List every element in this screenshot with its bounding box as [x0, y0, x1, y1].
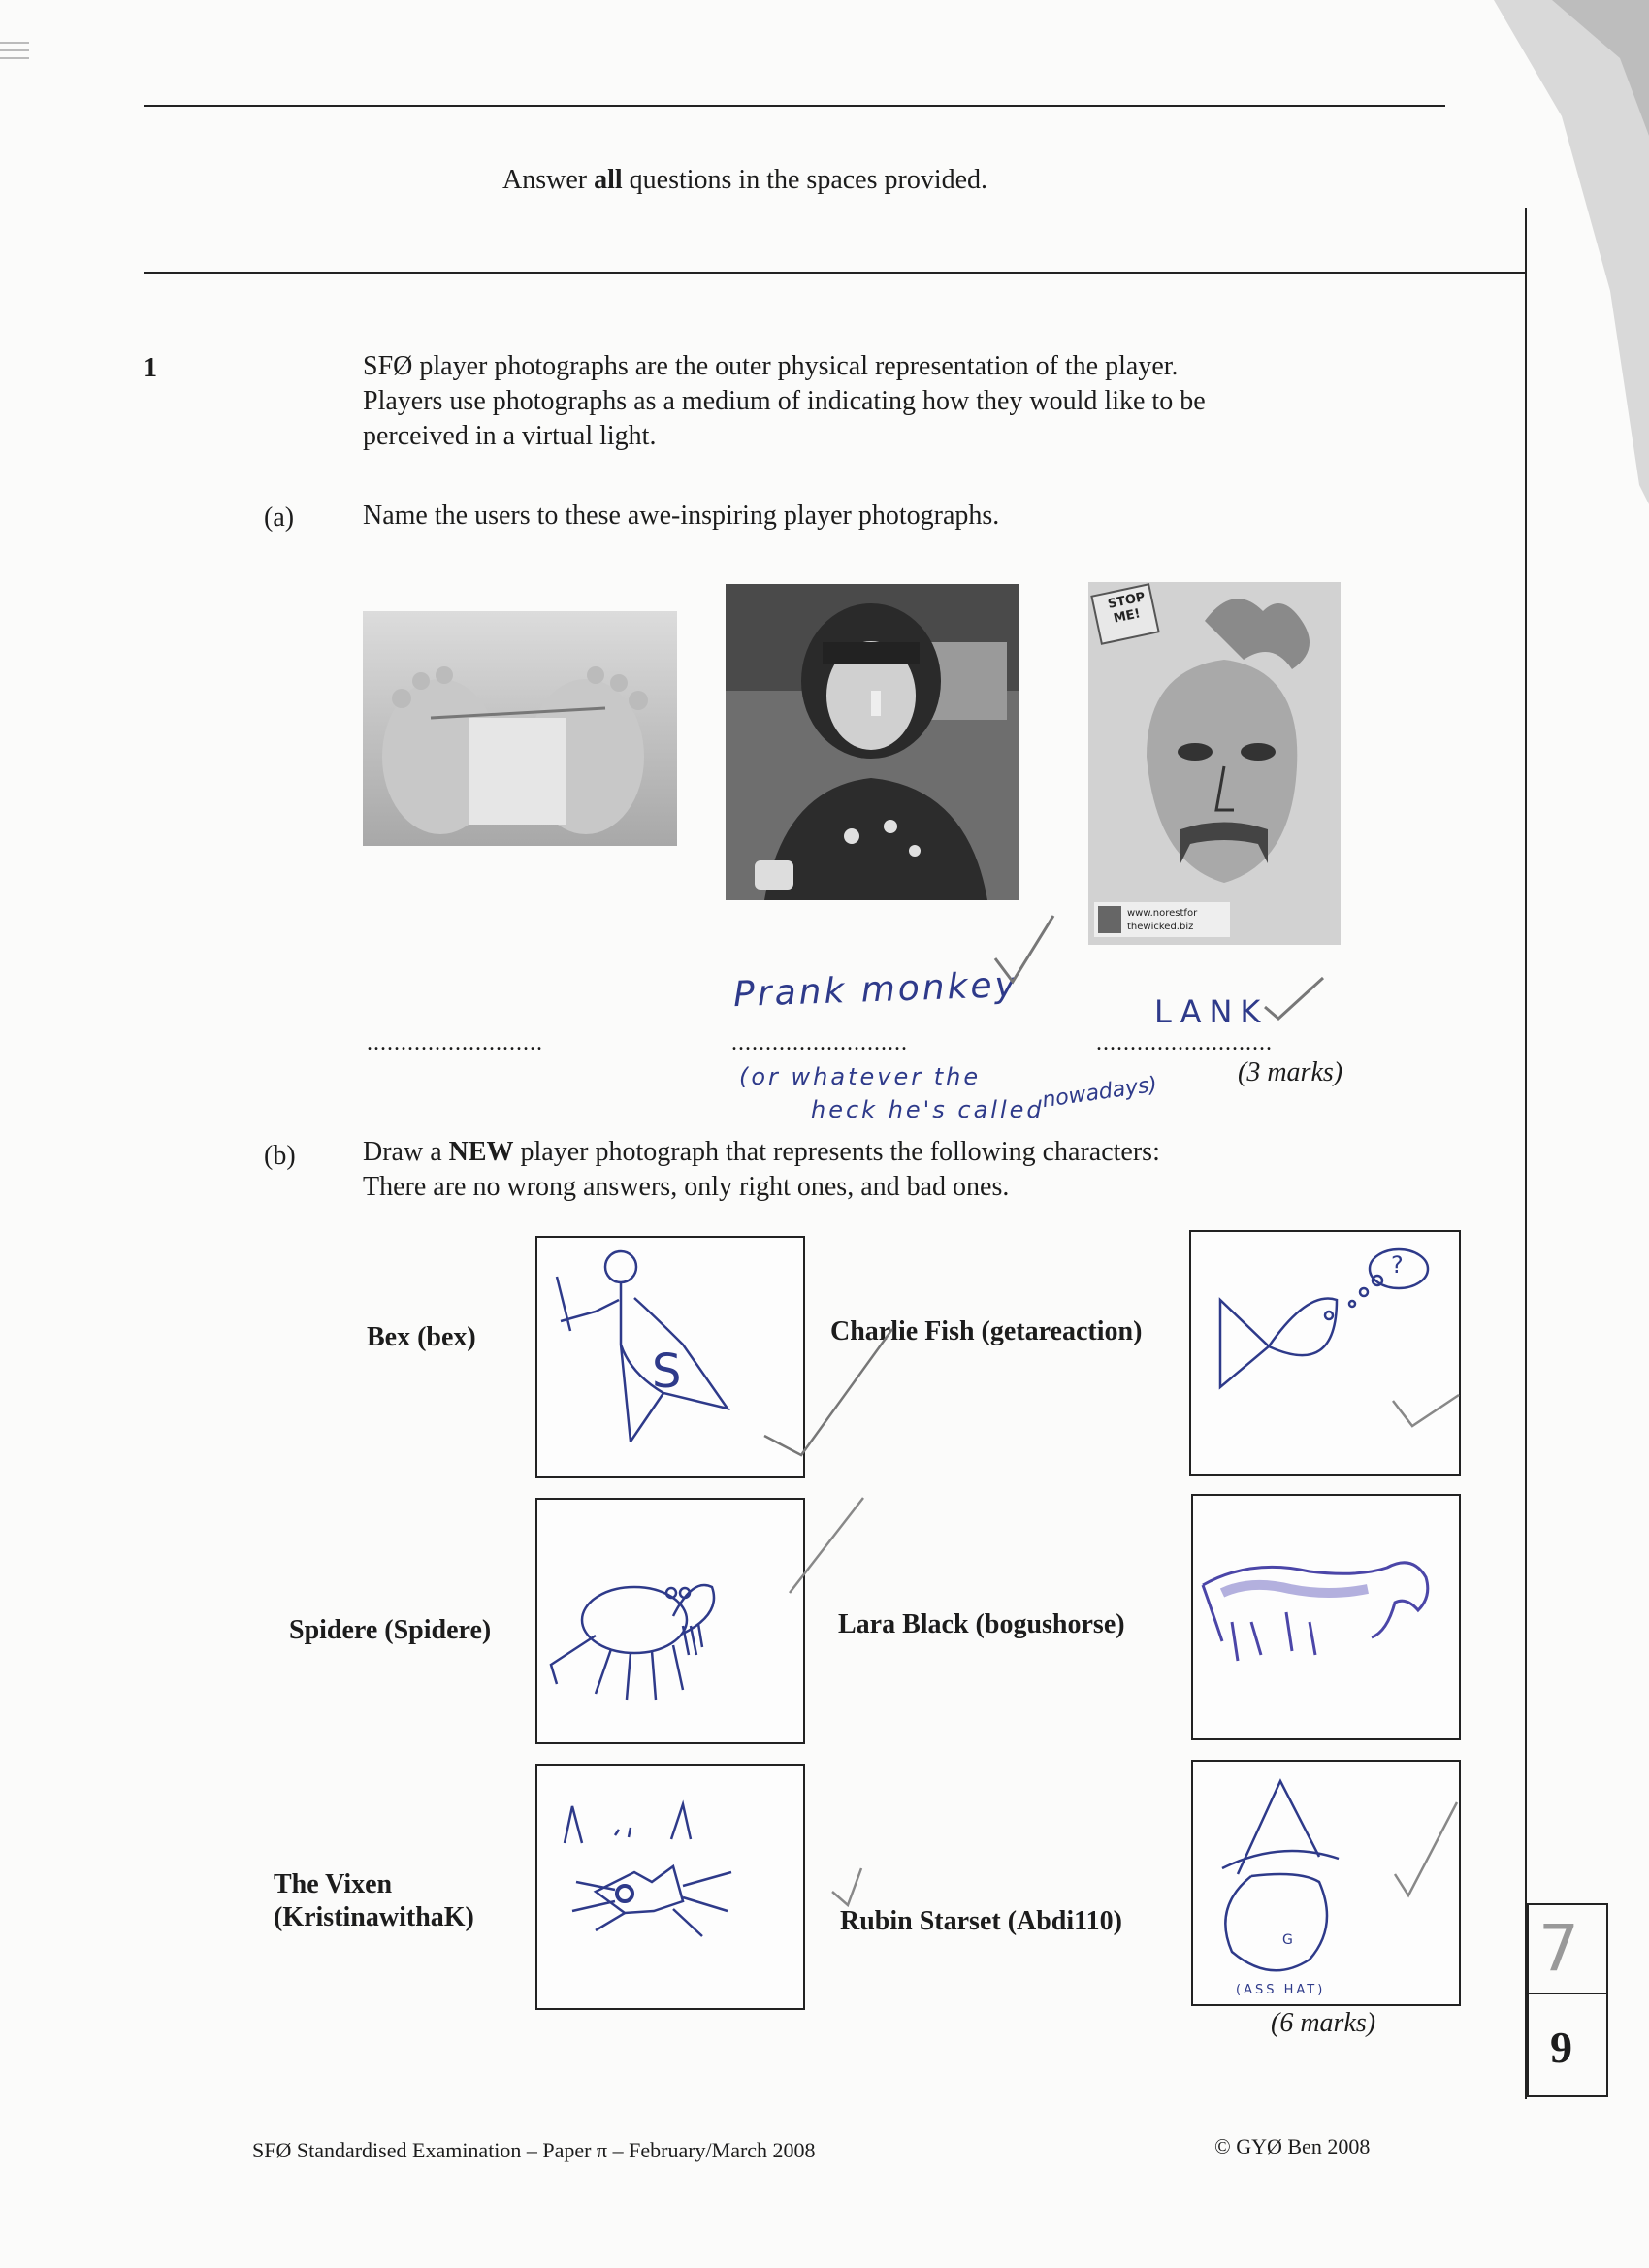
folded-corner — [1494, 0, 1649, 504]
score-total-box — [1527, 1993, 1608, 2097]
vixen-line-1: The Vixen — [274, 1869, 393, 1899]
intro-line-1: SFØ player photographs are the outer physical representation of the player. — [363, 351, 1179, 381]
instruction-bold: all — [594, 165, 623, 195]
photo-sign-line-1: STOP — [1106, 590, 1147, 612]
score-total: 9 — [1550, 2023, 1572, 2072]
part-b-label: (b) — [264, 1141, 296, 1171]
tick-bex — [757, 1310, 902, 1465]
tick-spidere — [786, 1494, 873, 1601]
character-label-lara-black: Lara Black (bogushorse) — [838, 1609, 1125, 1639]
part-b-marks: (6 marks) — [1271, 2008, 1376, 2038]
footer-right: © GYØ Ben 2008 — [1214, 2134, 1371, 2158]
answer-2-note-line-1: (or whatever the — [739, 1063, 982, 1090]
answer-1-dotted-line[interactable]: .......................... — [367, 1030, 543, 1055]
rubin-drawing-mark: G — [1282, 1932, 1293, 1948]
header-bottom-rule — [144, 272, 1527, 274]
question-intro — [363, 349, 1488, 454]
question-number: 1 — [144, 353, 157, 383]
part-b-prompt-suffix: player photograph that represents the following characters: — [513, 1137, 1160, 1167]
part-b-prompt-bold: NEW — [448, 1137, 514, 1167]
answer-2-note-line-2: heck he's called — [811, 1096, 1045, 1123]
player-photo-person — [726, 584, 1018, 900]
bex-drawing-letter: S — [652, 1345, 682, 1399]
tick-answer-3 — [1261, 974, 1329, 1022]
answer-2-handwritten: Prank monkey — [732, 964, 1019, 1016]
part-b-prompt-prefix: Draw a — [363, 1137, 449, 1167]
player-photo-feet — [363, 611, 677, 846]
part-a-prompt: Name the users to these awe-inspiring player photographs. — [363, 501, 1000, 531]
part-a-label: (a) — [264, 502, 295, 533]
right-margin-rule — [1525, 208, 1527, 2099]
tick-charlie-fish — [1387, 1387, 1465, 1436]
tick-answer-2 — [989, 910, 1057, 988]
character-label-charlie-fish: Charlie Fish (getareaction) — [830, 1316, 1143, 1346]
part-b-prompt-line-2: There are no wrong answers, only right ones, and bad ones. — [363, 1172, 1010, 1202]
footer-left: SFØ Standardised Examination – Paper π – February/March 2008 — [252, 2138, 816, 2162]
answer-2-dotted-line[interactable]: .......................... — [731, 1030, 908, 1055]
drawing-box-spidere[interactable] — [535, 1498, 805, 1744]
part-b-prompt-line-1 — [363, 1135, 1478, 1170]
photo-caption-line-1: www.norestfor — [1127, 908, 1198, 919]
top-rule — [144, 105, 1445, 107]
answer-3-handwritten: LANK — [1154, 993, 1269, 1030]
answer-2-note-line-3: nowadays) — [1040, 1072, 1159, 1114]
character-label-bex: Bex (bex) — [367, 1322, 476, 1352]
instructions — [502, 163, 987, 198]
intro-line-2: Players use photographs as a medium of indicating how they would like to be — [363, 386, 1206, 416]
intro-line-3: perceived in a virtual light. — [363, 421, 657, 451]
photo-caption-line-2: thewicked.biz — [1127, 922, 1194, 932]
player-photo-illustration — [1088, 582, 1341, 945]
instruction-suffix: questions in the spaces provided. — [622, 165, 988, 195]
drawing-box-lara-black[interactable] — [1191, 1494, 1461, 1740]
part-a-marks: (3 marks) — [1238, 1057, 1343, 1087]
character-label-rubin-starset: Rubin Starset (Abdi110) — [840, 1906, 1122, 1936]
rubin-drawing-caption: (ASS HAT) — [1236, 1983, 1326, 1997]
part-b-prompt — [363, 1135, 1478, 1205]
character-label-the-vixen — [274, 1868, 474, 1934]
tick-rubin-starset — [1387, 1797, 1465, 1903]
instruction-prefix: Answer — [502, 165, 595, 195]
edge-mark — [0, 33, 29, 72]
fish-thought-mark: ? — [1391, 1251, 1404, 1279]
character-label-spidere: Spidere (Spidere) — [289, 1615, 492, 1645]
score-awarded: 7 — [1538, 1911, 1579, 1986]
photo-sign-line-2: ME! — [1112, 606, 1143, 627]
score-awarded-box — [1527, 1903, 1608, 1994]
vixen-line-2: (KristinawithaK) — [274, 1902, 474, 1932]
drawing-box-charlie-fish[interactable] — [1189, 1230, 1461, 1476]
answer-3-dotted-line[interactable]: .......................... — [1096, 1030, 1273, 1055]
drawing-box-the-vixen[interactable] — [535, 1764, 805, 2010]
